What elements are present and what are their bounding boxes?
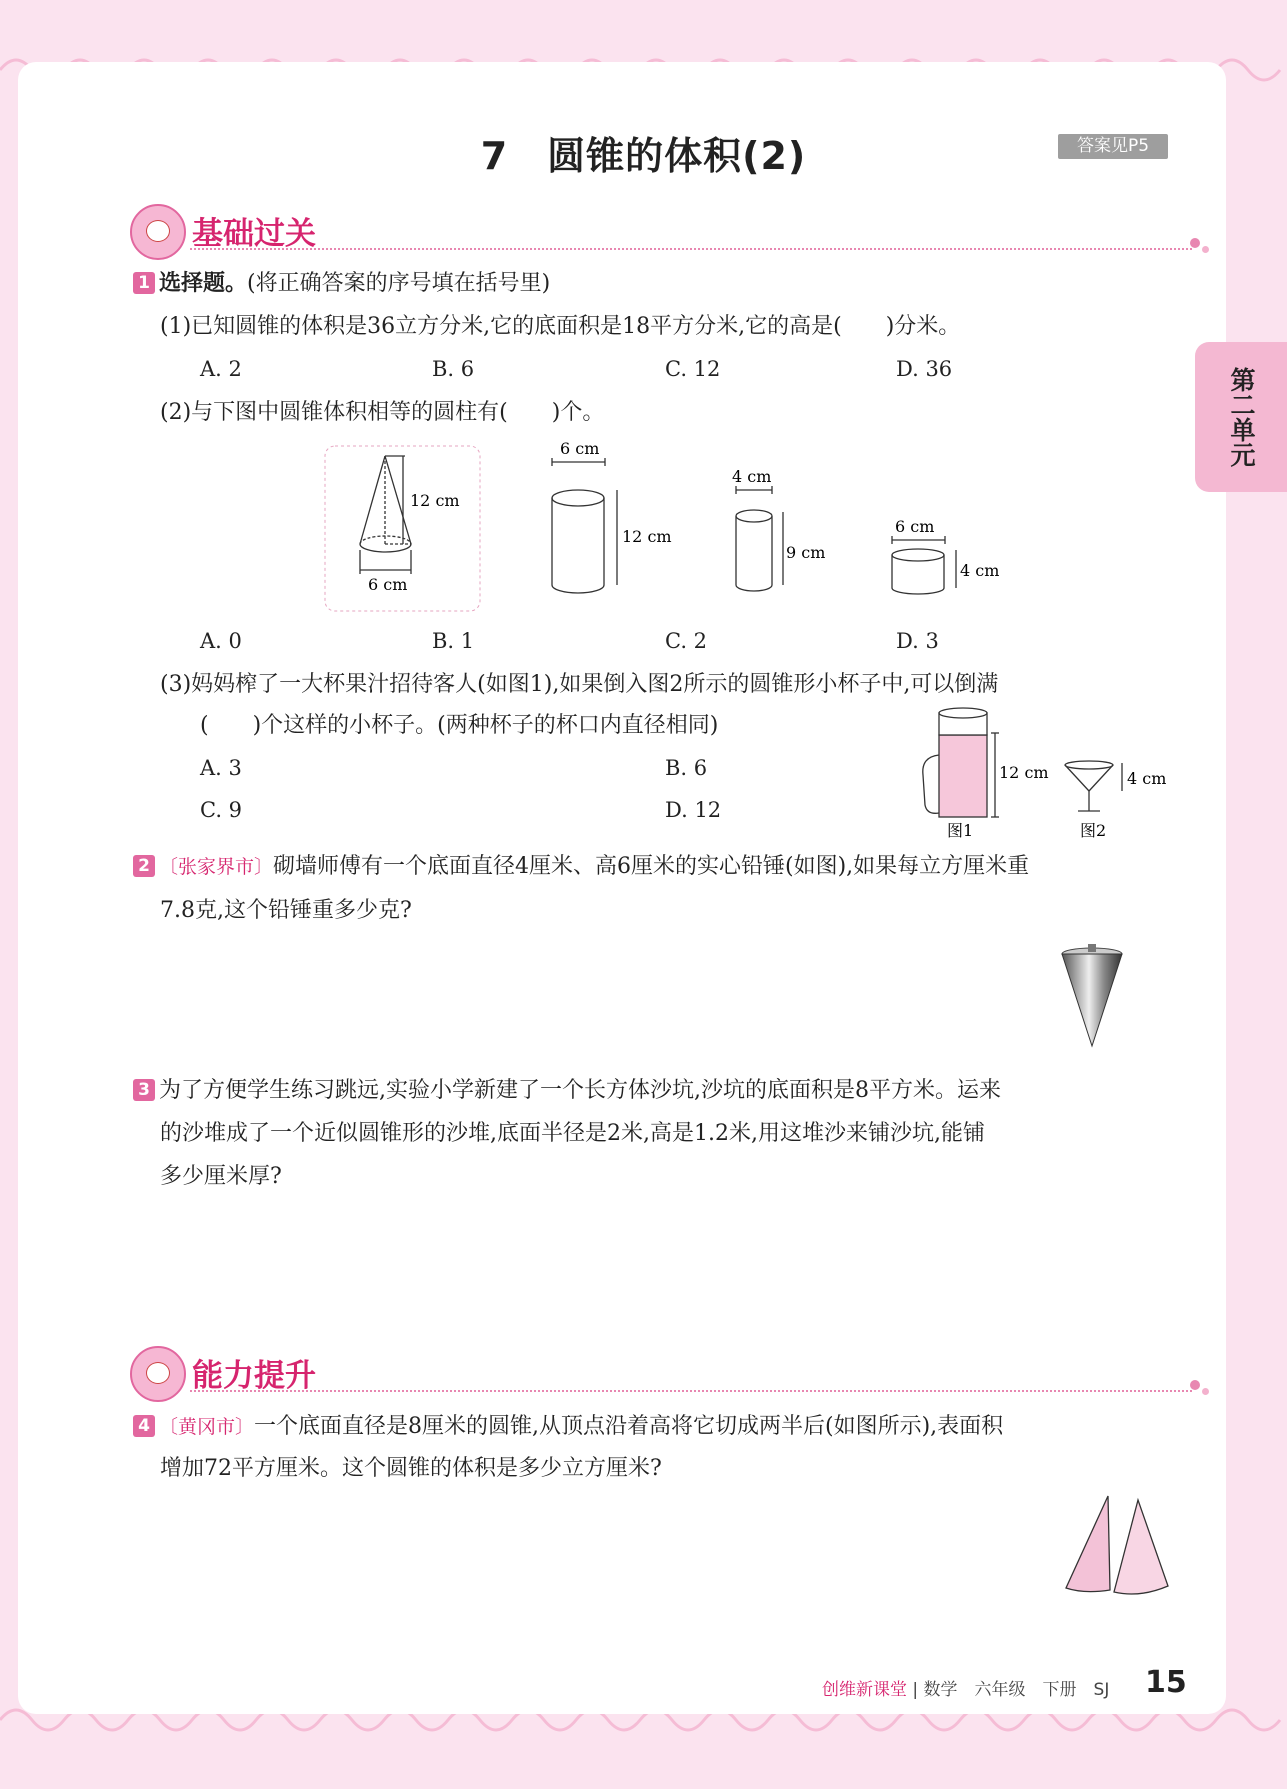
plumb-bob-icon [1050, 940, 1130, 1050]
q1-p1-option-a: A. 2 [200, 357, 242, 381]
q3-text-1 [133, 1076, 1001, 1106]
footer-subject: 数学 六年级 下册 SJ [923, 1680, 1110, 1700]
q1-p3-option-b: B. 6 [665, 756, 708, 780]
q1-part3-text-2: ( )个这样的小杯子。(两种杯子的杯口内直径相同) [200, 713, 719, 738]
cone-cup-shape [1065, 761, 1122, 811]
mascot-icon [130, 1346, 186, 1402]
cup-height-label: 4 cm [1127, 769, 1167, 788]
q1-p2-figure [320, 440, 1040, 615]
mascot-icon [130, 204, 186, 260]
footer-brand: 创维新课堂 [822, 1680, 907, 1700]
figure-2-label: 图2 [1080, 821, 1107, 840]
cone-diameter-label: 6 cm [368, 575, 408, 594]
q2-text-2: 7.8克,这个铅锤重多少克? [160, 898, 412, 923]
q2-text-1-body: 砌墙师傅有一个底面直径4厘米、高6厘米的实心铅锤(如图),如果每立方厘米重 [273, 854, 1030, 879]
jug-height-label: 12 cm [999, 763, 1049, 782]
section-title: 基础过关 [192, 216, 316, 252]
answer-reference-badge: 答案见P5 [1058, 134, 1168, 159]
q3-text-3: 多少厘米厚? [160, 1164, 282, 1189]
q2-source-tag: 〔张家界市〕 [159, 856, 274, 878]
section-header-advanced [130, 1346, 1230, 1398]
q3-text-2: 的沙堆成了一个近似圆锥形的沙堆,底面半径是2米,高是1.2米,用这堆沙来铺沙坑,能铺 [160, 1121, 985, 1146]
q1-stem [133, 269, 550, 299]
q1-p3-option-c: C. 9 [200, 798, 243, 822]
footer-info: 创维新课堂 | 数学 六年级 下册 SJ [822, 1680, 1110, 1700]
q4-source-tag: 〔黄冈市〕 [159, 1416, 255, 1438]
q1-p1-option-c: C. 12 [665, 357, 721, 381]
q1-stem-rest: (将正确答案的序号填在括号里) [247, 271, 551, 296]
q1-p1-option-b: B. 6 [432, 357, 475, 381]
q1-p1-option-d: D. 36 [896, 357, 953, 381]
figure-1-label: 图1 [947, 821, 974, 840]
halved-cone-figure [1060, 1490, 1180, 1600]
cylinder-1-diameter-label: 6 cm [560, 440, 600, 458]
q1-p2-option-c: C. 2 [665, 629, 708, 653]
cylinder-2-height-label: 9 cm [786, 543, 826, 562]
question-number: 3 [133, 1079, 155, 1101]
q1-p3-option-d: D. 12 [665, 798, 722, 822]
cylinder-3-diameter-label: 6 cm [895, 517, 935, 536]
q1-part2-text: (2)与下图中圆锥体积相等的圆柱有( )个。 [160, 400, 605, 425]
cylinder-1-shape [552, 458, 617, 593]
section-title: 能力提升 [192, 1358, 316, 1394]
unit-side-tab: 第二单元 [1195, 342, 1287, 492]
q2-text-1 [133, 852, 1029, 882]
cylinder-3-height-label: 4 cm [960, 561, 1000, 580]
q3-text-1-body: 为了方便学生练习跳远,实验小学新建了一个长方体沙坑,沙坑的底面积是8平方米。运来 [159, 1078, 1001, 1103]
q1-p3-option-a: A. 3 [200, 756, 242, 780]
page-number: 15 [1145, 1665, 1187, 1700]
section-header-basic [130, 204, 1230, 256]
juice-jug-shape [923, 708, 999, 817]
q1-p3-figure [915, 705, 1175, 845]
q4-text-1-body: 一个底面直径是8厘米的圆锥,从顶点沿着高将它切成两半后(如图所示),表面积 [254, 1414, 1004, 1439]
q1-p2-option-d: D. 3 [896, 629, 939, 653]
cone-height-label: 12 cm [410, 491, 460, 510]
q4-text-1 [133, 1412, 1003, 1442]
q1-p2-option-a: A. 0 [200, 629, 242, 653]
question-number: 1 [133, 272, 155, 294]
q1-p2-option-b: B. 1 [432, 629, 475, 653]
lesson-title: 7 圆锥的体积(2) [480, 134, 807, 178]
q1-stem-bold: 选择题。 [159, 271, 248, 296]
q1-part1-text: (1)已知圆锥的体积是36立方分米,它的底面积是18平方分米,它的高是( )分米。 [160, 314, 961, 339]
question-number: 2 [133, 855, 155, 877]
cylinder-2-diameter-label: 4 cm [732, 467, 772, 486]
cylinder-3-shape [892, 536, 956, 594]
q4-text-2: 增加72平方厘米。这个圆锥的体积是多少立方厘米? [160, 1456, 662, 1481]
cylinder-2-shape [736, 486, 783, 591]
cylinder-1-height-label: 12 cm [622, 527, 672, 546]
question-number: 4 [133, 1415, 155, 1437]
q1-part3-text-1: (3)妈妈榨了一大杯果汁招待客人(如图1),如果倒入图2所示的圆锥形小杯子中,可以倒满 [160, 672, 999, 697]
